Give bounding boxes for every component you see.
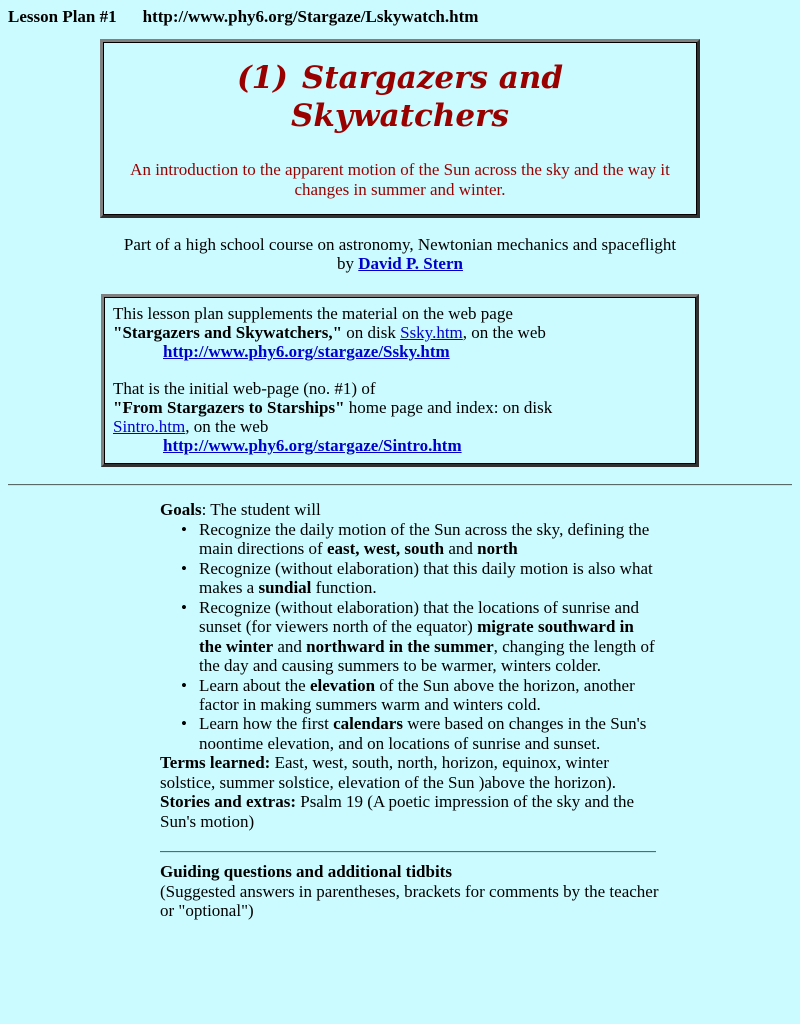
goal-5-bold-1: calendars xyxy=(333,714,403,734)
goal-5-post: were based on changes in the Sun's noontime elevation, and on locations of sunrise and sunset. xyxy=(199,714,647,753)
on-disk-label: on disk xyxy=(346,323,396,343)
page-divider xyxy=(8,484,792,486)
lesson-plan-url: http://www.phy6.org/Stargaze/Lskywatch.htm xyxy=(142,7,479,26)
byline xyxy=(0,235,800,273)
goal-1-bold-2: north xyxy=(477,539,518,559)
byline-lead: Part of a high school course on astronomy, Newtonian mechanics and spaceflight xyxy=(123,234,677,254)
goals-heading-bold: Goals xyxy=(160,500,202,520)
goals-heading-rest: : The student will xyxy=(201,500,321,520)
title-box-inner xyxy=(103,42,697,215)
ssky-quoted-title: "Stargazers and Skywatchers," xyxy=(113,323,343,343)
terms-learned-text: East, west, south, north, horizon, equinox, winter solstice, summer solstice, elevation of the Sun )above the horizon). xyxy=(160,753,617,792)
terms-learned-paragraph xyxy=(160,753,660,831)
goal-item-3 xyxy=(199,598,660,676)
goal-3-mid: and xyxy=(273,636,307,656)
guiding-questions-heading: Guiding questions and additional tidbits xyxy=(160,862,452,882)
title-number: (1) xyxy=(237,60,288,96)
goal-1-mid: and xyxy=(444,539,478,559)
title-line-2: Skywatchers xyxy=(291,98,509,135)
goal-5-pre: Learn how the first xyxy=(199,714,334,734)
goal-2-post: function. xyxy=(311,578,377,598)
on-web-label: , on the web xyxy=(462,323,546,343)
terms-learned-label: Terms learned: xyxy=(160,753,271,773)
lesson-plan-label: Lesson Plan #1 xyxy=(8,7,117,26)
goal-2-pre: Recognize (without elaboration) that this daily motion is also what makes a xyxy=(199,558,653,598)
title-box xyxy=(100,39,700,218)
sintro-web-url-link[interactable]: http://www.phy6.org/stargaze/Sintro.htm xyxy=(163,436,462,456)
stories-extras-label: Stories and extras: xyxy=(160,792,296,812)
guiding-questions-section xyxy=(160,851,660,920)
goals-list xyxy=(160,520,660,753)
lesson-content xyxy=(160,500,660,920)
supplement-box-inner xyxy=(104,297,696,464)
supplement-line-4 xyxy=(113,398,687,417)
ssky-disk-link[interactable]: Ssky.htm xyxy=(400,323,463,343)
title-line-1: Stargazers and xyxy=(301,60,563,96)
goal-3-bold-1: migrate southward in the winter xyxy=(199,617,634,656)
goal-3-pre: Recognize (without elaboration) that the locations of sunrise and sunset (for viewers north of the equator) xyxy=(199,597,639,637)
supplement-line-3: That is the initial web-page (no. #1) of xyxy=(113,378,376,398)
goal-3-bold-2: northward in the summer xyxy=(306,636,494,656)
supplement-line-1: This lesson plan supplements the material on the web page xyxy=(113,304,513,324)
goal-item-4 xyxy=(199,676,660,715)
goal-2-bold-1: sundial xyxy=(258,578,312,598)
sintro-disk-link[interactable]: Sintro.htm xyxy=(113,417,186,437)
goal-item-5 xyxy=(199,714,660,753)
byline-by-word: by xyxy=(337,253,355,273)
goal-4-post: of the Sun above the horizon, another factor in making summers warm and winters cold. xyxy=(199,675,635,714)
goal-1-pre: Recognize the daily motion of the Sun across the sky, defining the main directions of xyxy=(199,519,650,559)
goals-heading xyxy=(160,500,660,519)
supplement-box xyxy=(101,294,699,467)
page-title xyxy=(118,59,682,136)
document-header xyxy=(0,0,800,27)
stories-extras-text: Psalm 19 (A poetic impression of the sky and the Sun's motion) xyxy=(160,792,635,831)
goal-1-bold-1: east, west, south xyxy=(326,539,445,559)
section-divider xyxy=(160,851,656,853)
on-web-label-2: , on the web xyxy=(185,417,269,437)
goal-4-pre: Learn about the xyxy=(199,675,310,695)
goal-4-bold-1: elevation xyxy=(309,675,376,695)
goal-item-2 xyxy=(199,559,660,598)
supplement-line-5 xyxy=(113,417,687,436)
supplement-line-2 xyxy=(113,323,687,342)
goal-item-1 xyxy=(199,520,660,559)
goal-3-post: , changing the length of the day and causing summers to be warmer, winters colder. xyxy=(199,636,655,676)
author-link[interactable]: David P. Stern xyxy=(358,253,463,273)
home-page-label: home page and index: on disk xyxy=(348,397,553,417)
page-subtitle: An introduction to the apparent motion of the Sun across the sky and the way it changes in summer and winter. xyxy=(130,159,670,199)
ssky-web-url-link[interactable]: http://www.phy6.org/stargaze/Ssky.htm xyxy=(163,342,450,362)
guiding-questions-note: (Suggested answers in parentheses, brackets for comments by the teacher or "optional") xyxy=(160,881,659,921)
sintro-quoted-title: "From Stargazers to Starships" xyxy=(113,397,345,417)
supplement-spacer xyxy=(113,362,687,379)
